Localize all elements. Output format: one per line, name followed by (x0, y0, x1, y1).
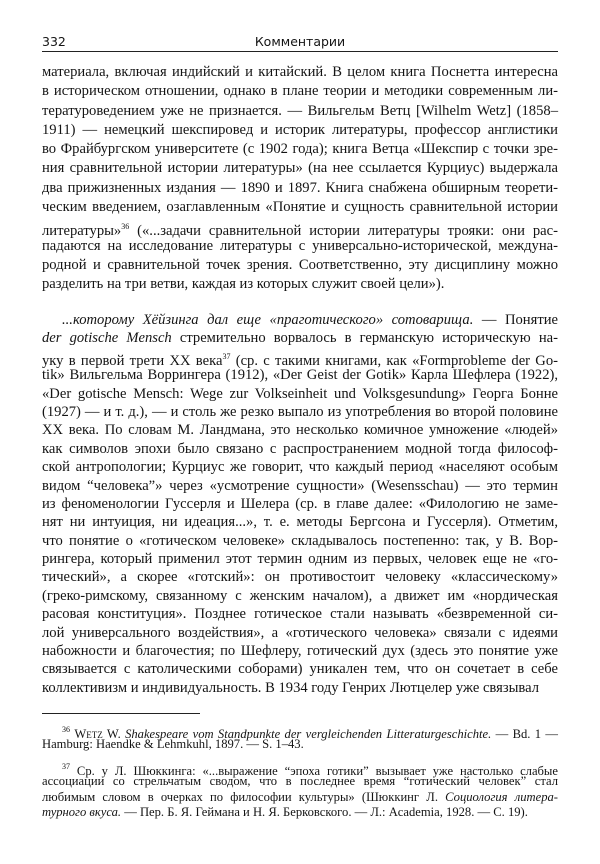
footnote-marker: 36 (121, 222, 130, 232)
text-line (42, 311, 558, 329)
text-line (42, 642, 558, 660)
text-segment: tik» Вильгельма Воррингера (1912), «Der Geist der Gotik» Карла Шефлера (1922), (42, 367, 558, 384)
text-segment: материала, включая индийский и китайский. В целом книга Поснетта интересна (42, 64, 558, 80)
text-segment: тический», а скорее «готский»: он противостоит человеку «классическому» (42, 569, 558, 586)
text-segment: ...которому Хёйзинга дал еще «праготического» сотоварища. (62, 312, 474, 328)
text-segment: (ср. с такими книгами, как «Formprobleme der Go- (230, 352, 559, 369)
text-segment: уку в первой трети XX века (42, 352, 223, 369)
text-line (42, 82, 558, 101)
text-segment: набожности и благочестия; по Шефлеру, готический дух (здесь это понятие уже (42, 643, 558, 660)
paragraph-commentary-entry (42, 311, 558, 697)
text-line (42, 348, 559, 369)
footnote-marker: 37 (62, 762, 70, 771)
text-segment: во Фрайбургском университете (с 1902 года); книга Ветца «Шекспир с точки зре- (42, 141, 558, 158)
text-line (42, 679, 558, 697)
text-segment: турного вкуса. (42, 804, 122, 819)
text-line (42, 366, 558, 384)
text-line (42, 805, 558, 820)
text-segment: — Bd. 1 — (491, 727, 558, 741)
text-line (42, 102, 558, 121)
text-segment: Ср. у Л. Шюккинга: «...выражение “эпоха готики” вызывает уже настолько слабые (70, 764, 558, 778)
text-segment: связывается с католическими соборами) уникален тем, что он сочетает в себе (42, 661, 558, 678)
text-line (42, 421, 558, 439)
text-line (42, 458, 558, 476)
footnote-marker: 36 (62, 725, 70, 734)
text-segment: ния сравнительной истории литературы» (на нее ссылается Курциус) выдержала (42, 160, 558, 177)
text-line (42, 198, 558, 217)
text-line (42, 624, 558, 642)
text-segment: видом “человека”» через «усмотрение сущности» (Wesensschau) — это термин (42, 477, 558, 494)
text-line (42, 63, 558, 82)
text-line (42, 722, 558, 741)
text-line (42, 140, 558, 159)
text-segment: стремительно ворвалось в германскую историческую на- (171, 330, 558, 347)
footnote-37 (42, 759, 558, 820)
text-segment: ассоциации со стрельчатым сводом, что в последнее время “готический человек” стал (42, 774, 558, 789)
text-segment: нят ни интуиция, ни идеация...», т. е. методы Бергсона и Гуссерля). Отметим, (42, 514, 558, 531)
text-segment: «Der gotische Mensch: Wege zur Volkseinheit und Volksgesundung» Георга Бонне (42, 385, 558, 402)
text-segment: разделить на три ветви, каждая из которых служит своей цели»). (42, 276, 445, 293)
text-segment: литературы» (42, 223, 122, 240)
text-line (42, 217, 558, 240)
running-header (42, 33, 558, 52)
footnote-separator (42, 713, 200, 714)
text-segment: (греко-римскому, связанному с женским началом), а движет им «нордическая (42, 587, 558, 604)
text-segment: любимым словом в очерках по философии культуры» (Шюккинг Л. (42, 789, 446, 804)
text-segment: ской антропологии; Курциус же говорит, что каждый период «населяют особым (42, 459, 558, 476)
text-line (42, 550, 558, 568)
page-number: 332 (42, 34, 66, 49)
text-segment: ческим введением, озаглавленным «Понятие и сущность сравнительной истории (42, 199, 558, 216)
text-line (42, 495, 558, 513)
text-segment: рингера, который применил этот термин одним из первых, человек еще не «го- (42, 551, 558, 568)
text-segment: W. (102, 727, 126, 741)
text-segment: падаются на исследование литературы с универсально-исторической, междуна- (42, 237, 558, 254)
text-segment: («...задачи сравнительной истории литературы трояки: они рас- (129, 223, 558, 240)
text-segment: Hamburg: Haendke & Lehmkuhl, 1897. — S. 1–43. (42, 737, 304, 752)
text-segment: тературоведением уже не признается. — Вильгельм Ветц [Wilhelm Wetz] (1858– (42, 102, 558, 119)
text-line (42, 329, 558, 347)
text-line (42, 275, 558, 294)
text-segment: расовая конституция». Позднее готическое стали называть «безвременной си- (42, 606, 558, 623)
text-segment: XX века. По словам М. Ландмана, это несколько комичное умножение «людей» (42, 422, 558, 439)
text-line (42, 256, 558, 275)
text-segment: — Пер. Б. Я. Геймана и Н. Я. Берковского. — Л.: Academia, 1928. — С. 19). (121, 804, 528, 819)
text-segment: (1927) — и т. д.), — и столь же резко выпало из употребления во второй половине (42, 403, 558, 420)
text-line (42, 759, 558, 778)
text-segment: коллективизм и индивидуальность. В 1934 году Генрих Лютцелер уже связывал (42, 679, 539, 696)
text-line (42, 568, 558, 586)
text-segment: — Понятие (473, 312, 558, 328)
paragraph-continued (42, 63, 558, 295)
text-line (42, 587, 558, 605)
footnote-marker: 37 (222, 351, 231, 361)
text-line (42, 385, 558, 403)
text-segment: как символов эпохи было связано с распространением модной тогда философ- (42, 440, 558, 457)
text-segment: родной и сравнительной точек зрения. Соответственно, эту дисциплину можно (42, 256, 558, 273)
text-segment: из феноменологии Гуссерля и Шелера (ср. в главе далее: «Филологию не заме- (42, 495, 558, 512)
text-line (42, 605, 558, 623)
text-segment: два прижизненных издания — 1890 и 1897. Книга снабжена обширным теорети- (42, 179, 558, 196)
text-line (42, 121, 558, 140)
text-line (42, 440, 558, 458)
footnote-36 (42, 722, 558, 753)
text-line (42, 477, 558, 495)
text-line (42, 403, 558, 421)
text-line (42, 660, 558, 678)
text-segment: Wetz (74, 727, 103, 741)
text-segment: в историческом отношении, однако в плане теории и методики современным ли- (42, 83, 558, 100)
text-line (42, 179, 558, 198)
text-line (42, 790, 558, 805)
text-line (42, 237, 558, 256)
text-segment: 1911) — немецкий шекспировед и историк литературы, профессор англистики (42, 121, 558, 138)
running-title: Комментарии (254, 34, 346, 49)
text-line (42, 513, 558, 531)
text-segment: что понятие о «готическом человеке» складывалось постепенно: так, у В. Вор- (42, 532, 558, 549)
text-segment: Социология литера- (445, 789, 558, 804)
text-line (42, 774, 558, 789)
text-segment: Shakespeare vom Standpunkte der vergleichenden Litteraturgeschichte. (125, 727, 492, 741)
text-line (42, 159, 558, 178)
text-line (42, 532, 558, 550)
text-segment: der gotische Mensch (42, 330, 172, 347)
text-segment: лой универсального воздействия», а «готического человека» связали с идеями (42, 624, 558, 641)
